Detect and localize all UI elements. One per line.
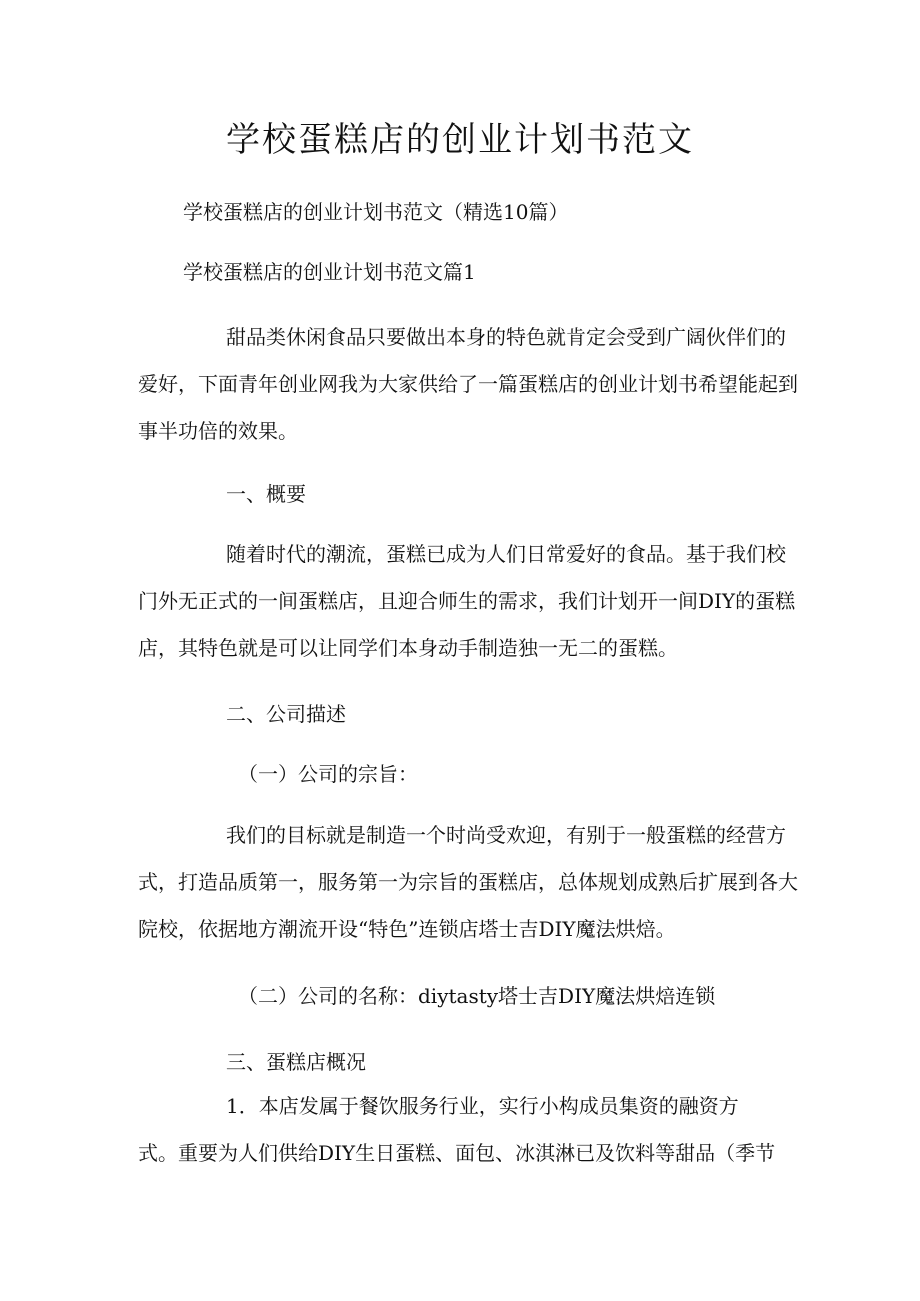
section-heading-company: 二、公司描述 — [226, 702, 346, 726]
company-name-line: （二）公司的名称：diytasty塔士吉DIY魔法烘焙连锁 — [238, 984, 716, 1008]
section-heading-store: 三、蛋糕店概况 — [226, 1050, 366, 1074]
subsection-heading-purpose: （一）公司的宗旨： — [238, 762, 418, 786]
section-heading-overview: 一、概要 — [226, 482, 306, 506]
store-item-line-1: 1．本店发属于餐饮服务行业，实行小构成员集资的融资方 — [226, 1094, 739, 1118]
document-title: 学校蛋糕店的创业计划书范文 — [226, 120, 694, 160]
document-subtitle: 学校蛋糕店的创业计划书范文（精选10篇） — [183, 200, 569, 224]
purpose-paragraph: 我们的目标就是制造一个时尚受欢迎，有别于一般蛋糕的经营方式，打造品质第一，服务第一为宗旨的蛋糕店，总体规划成熟后扩展到各大院校，依据地方潮流开设“特色”连锁店塔士吉DIY魔法烘焙。 — [138, 823, 798, 941]
store-item-line-2: 式。重要为人们供给DIY生日蛋糕、面包、冰淇淋已及饮料等甜品（季节 — [138, 1141, 776, 1165]
overview-paragraph: 随着时代的潮流，蛋糕已成为人们日常爱好的食品。基于我们校门外无正式的一间蛋糕店，且迎合师生的需求，我们计划开一间DIY的蛋糕店，其特色就是可以让同学们本身动手制造独一无二的蛋糕。 — [138, 542, 796, 660]
intro-paragraph: 甜品类休闲食品只要做出本身的特色就肯定会受到广阔伙伴们的爱好，下面青年创业网我为大家供给了一篇蛋糕店的创业计划书希望能起到事半功倍的效果。 — [138, 325, 798, 443]
article-heading: 学校蛋糕店的创业计划书范文篇1 — [183, 260, 476, 284]
